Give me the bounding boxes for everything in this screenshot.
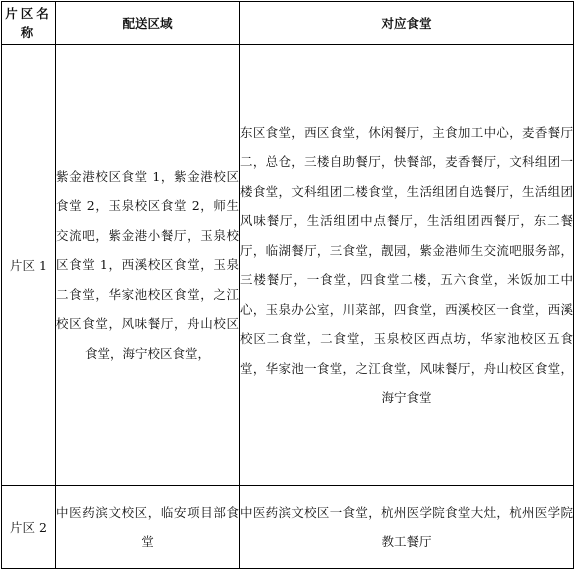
delivery-area-cell: 紫金港校区食堂 1，紫金港校区食堂 2，玉泉校区食堂 2，师生交流吧，紫金港小餐厅，玉泉校区食堂 1，西溪校区食堂，玉泉二食堂，华家池校区食堂，之江校区食堂，风味餐厅，舟山校区食堂，海宁校区食堂， <box>56 45 240 486</box>
zone-name-cell: 片区 1 <box>2 45 56 486</box>
table-header-row <box>2 2 574 45</box>
header-zone-name: 片区名称 <box>2 2 56 45</box>
delivery-area-cell: 中医药滨文校区，临安项目部食堂 <box>56 486 240 569</box>
zone-name-cell: 片区 2 <box>2 486 56 569</box>
table-row <box>2 486 574 569</box>
header-delivery-area: 配送区域 <box>56 2 240 45</box>
header-canteen: 对应食堂 <box>240 2 574 45</box>
canteen-list-cell: 中医药滨文校区一食堂，杭州医学院食堂大灶，杭州医学院教工餐厅 <box>240 486 574 569</box>
table-row <box>2 45 574 486</box>
canteen-list-cell: 东区食堂，西区食堂，休闲餐厅，主食加工中心，麦香餐厅二，总仓，三楼自助餐厅，快餐部，麦香餐厅，文科组团一楼食堂，文科组团二楼食堂，生活组团自选餐厅，生活组团风味餐厅，生活组团中点餐厅，生活组团西餐厅，东二餐厅，临湖餐厅，三食堂，靓园，紫金港师生交流吧服务部，三楼餐厅，一食堂，四食堂二楼，五六食堂，米饭加工中心，玉泉办公室，川菜部，四食堂，西溪校区一食堂，西溪校区二食堂，二食堂，玉泉校区西点坊，华家池校区五食堂，华家池一食堂，之江食堂，风味餐厅，舟山校区食堂，海宁食堂 <box>240 45 574 486</box>
canteen-zone-table <box>1 1 574 569</box>
